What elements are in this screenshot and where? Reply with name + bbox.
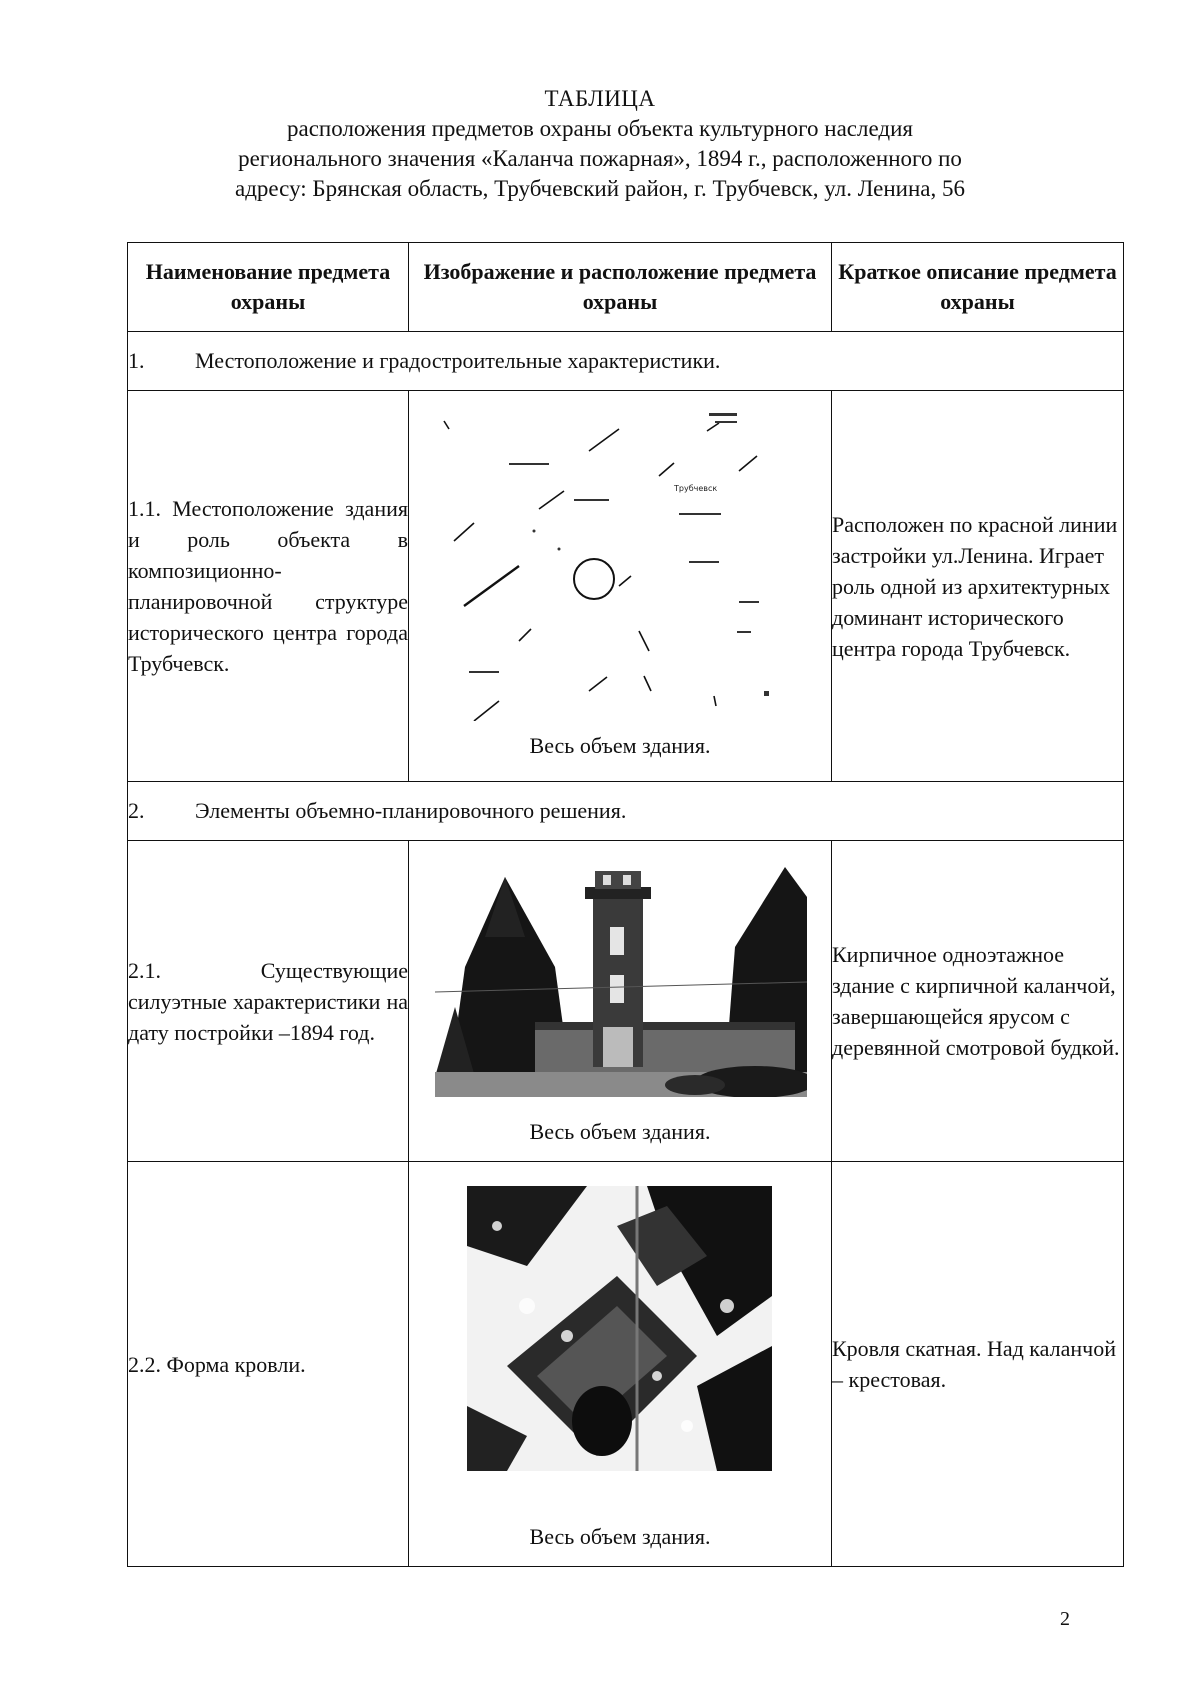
title-line-4: адресу: Брянская область, Трубчевский район, г. Трубчевск, ул. Ленина, 56 xyxy=(234,176,965,201)
row-1-1-caption: Весь объем здания. xyxy=(529,733,711,758)
document-title xyxy=(0,84,1200,204)
page-number: 2 xyxy=(1060,1608,1070,1630)
row-2-1-name: 2.1. Существующие силуэтные характеристики на дату постройки –1894 год. xyxy=(128,841,409,1162)
section-2-number: 2. xyxy=(128,798,145,823)
row-2-2-image-cell xyxy=(409,1162,832,1567)
title-line-3: регионального значения «Каланча пожарная», 1894 г., расположенного по xyxy=(238,146,962,171)
title-line-2: расположения предметов охраны объекта культурного наследия xyxy=(287,116,913,141)
header-image: Изображение и расположение предмета охраны xyxy=(409,243,832,332)
fire-tower-photo xyxy=(435,857,807,1097)
header-name: Наименование предмета охраны xyxy=(128,243,409,332)
section-1-label: Местоположение и градостроительные характеристики. xyxy=(195,348,721,373)
title-heading: ТАБЛИЦА xyxy=(544,86,656,111)
row-2-1-description: Кирпичное одноэтажное здание с кирпичной каланчой, завершающейся ярусом с деревянной смотровой будкой. xyxy=(832,841,1124,1162)
section-1-number: 1. xyxy=(128,348,145,373)
row-1-1-name: 1.1. Местоположение здания и роль объекта в композиционно-планировочной структуре исторического центра города Трубчевск. xyxy=(128,391,409,782)
location-map-image xyxy=(439,401,799,721)
map-city-label: Трубчевск xyxy=(674,484,718,493)
section-2-label: Элементы объемно-планировочного решения. xyxy=(195,798,627,823)
row-1-1-image-cell xyxy=(409,391,832,782)
row-2-2-caption: Весь объем здания. xyxy=(529,1524,711,1549)
row-2-1-image-cell xyxy=(409,841,832,1162)
section-2-row xyxy=(128,782,1124,841)
protection-items-table xyxy=(127,242,1124,1567)
roof-aerial-photo xyxy=(467,1186,772,1471)
row-2-2-name: 2.2. Форма кровли. xyxy=(128,1162,409,1567)
row-2-1-caption: Весь объем здания. xyxy=(529,1119,711,1144)
header-description: Краткое описание предмета охраны xyxy=(832,243,1124,332)
row-2-2-description: Кровля скатная. Над каланчой – крестовая. xyxy=(832,1162,1124,1567)
row-1-1-description: Расположен по красной линии застройки ул.Ленина. Играет роль одной из архитектурных доминант исторического центра города Трубчевск. xyxy=(832,391,1124,782)
section-1-row xyxy=(128,332,1124,391)
